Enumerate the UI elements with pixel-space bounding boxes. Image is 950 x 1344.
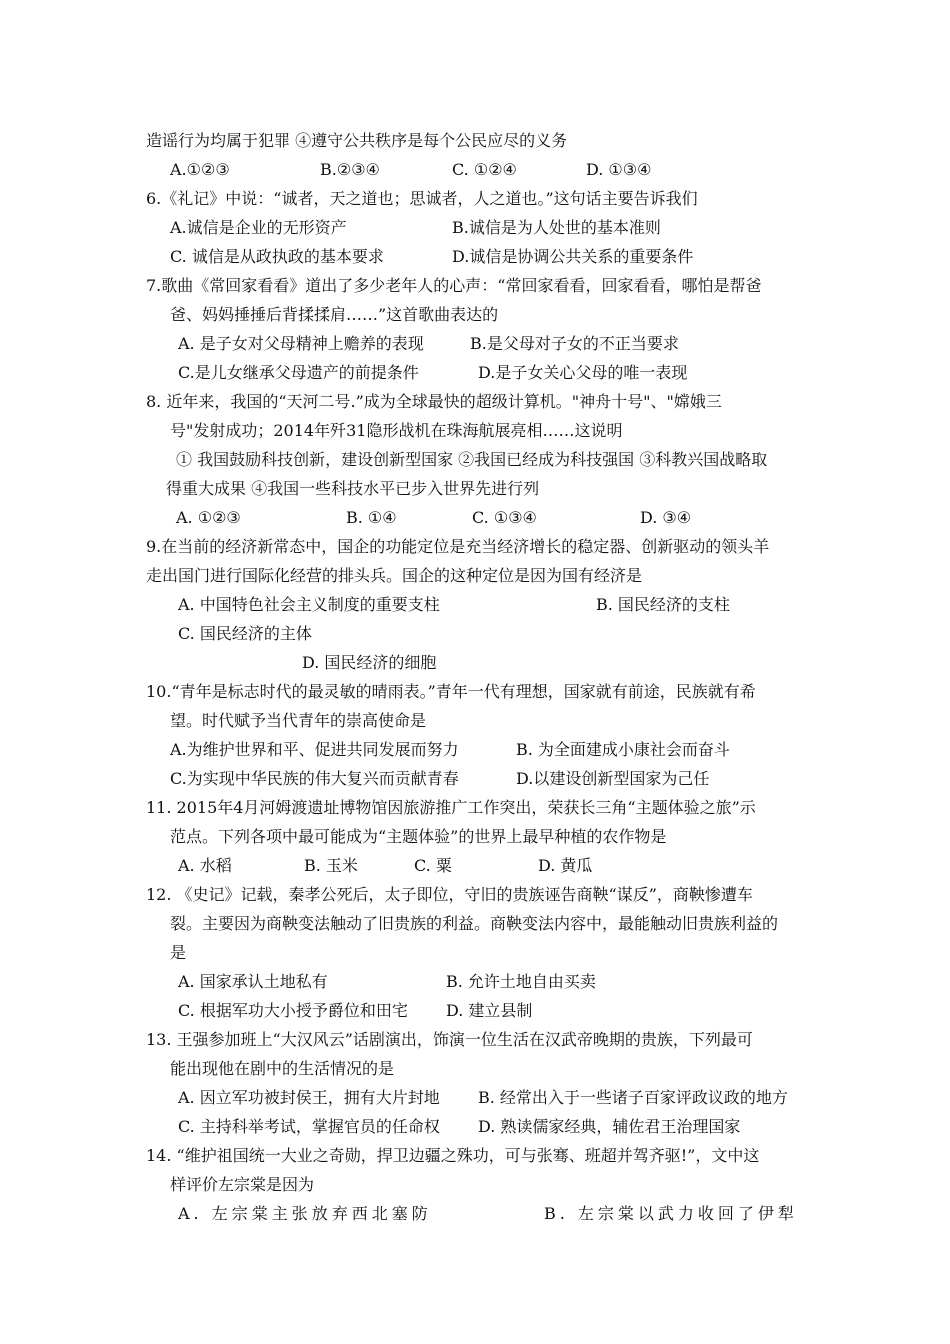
question-13-option-a: A. 因立军功被封侯王，拥有大片封地 [178, 1088, 440, 1107]
question-11-option-a: A. 水稻 [178, 856, 232, 875]
question-11-stem-line-1: 11. 2015年4月河姆渡遗址博物馆因旅游推广工作突出，荣获长三角“主题体验之旅”示 [146, 798, 756, 817]
question-13-option-d: D. 熟读儒家经典，辅佐君王治理国家 [478, 1117, 741, 1136]
question-7-option-d: D.是子女关心父母的唯一表现 [478, 363, 688, 382]
question-12-option-a: A. 国家承认土地私有 [178, 972, 328, 991]
question-11-option-d: D. 黄瓜 [538, 856, 593, 875]
question-8-stem-line-1: 8. 近年来，我国的“天河二号.”成为全球最快的超级计算机。"神舟十号"、"嫦娥三 [146, 392, 722, 411]
question-11-option-c: C. 粟 [414, 856, 452, 875]
question-6-option-c: C. 诚信是从政执政的基本要求 [170, 247, 384, 266]
question-5-option-d: D. ①③④ [586, 160, 652, 179]
question-10-option-b: B. 为全面建成小康社会而奋斗 [516, 740, 730, 759]
question-9-option-a: A. 中国特色社会主义制度的重要支柱 [178, 595, 440, 614]
question-8-statements-line-1: ① 我国鼓励科技创新，建设创新型国家 ②我国已经成为科技强国 ③科教兴国战略取 [176, 450, 768, 469]
question-14-option-b: B. 左宗棠以武力收回了伊犁 [544, 1204, 798, 1223]
question-12-stem-line-1: 12. 《史记》记载，秦孝公死后，太子即位，守旧的贵族诬告商鞅“谋反”，商鞅惨遭车 [146, 885, 753, 904]
question-9-option-d: D. 国民经济的细胞 [302, 653, 437, 672]
question-13-option-b: B. 经常出入于一些诸子百家评政议政的地方 [478, 1088, 788, 1107]
question-12-stem-line-2: 裂。主要因为商鞅变法触动了旧贵族的利益。商鞅变法内容中，最能触动旧贵族利益的 [170, 914, 779, 933]
question-10-option-d: D.以建设创新型国家为己任 [516, 769, 710, 788]
question-10-stem-line-2: 望。时代赋予当代青年的崇高使命是 [170, 711, 427, 730]
question-9-stem-line-1: 9.在当前的经济新常态中，国企的功能定位是充当经济增长的稳定器、创新驱动的领头羊 [146, 537, 770, 556]
question-7-stem-line-2: 爸、妈妈捶捶后背揉揉肩……”这首歌曲表达的 [170, 305, 499, 324]
question-5-option-a: A.①②③ [170, 160, 230, 179]
question-12-stem-line-3: 是 [170, 943, 187, 962]
question-13-stem-line-1: 13. 王强参加班上“大汉风云”话剧演出，饰演一位生活在汉武帝晚期的贵族，下列最可 [146, 1030, 753, 1049]
question-8-option-b: B. ①④ [346, 508, 397, 527]
question-13-stem-line-2: 能出现他在剧中的生活情况的是 [170, 1059, 395, 1078]
question-5-option-b: B.②③④ [320, 160, 380, 179]
question-11-stem-line-2: 范点。下列各项中最可能成为“主题体验”的世界上最早种植的农作物是 [170, 827, 667, 846]
question-6-option-a: A.诚信是企业的无形资产 [170, 218, 347, 237]
question-9-option-b: B. 国民经济的支柱 [596, 595, 730, 614]
question-9-option-c: C. 国民经济的主体 [178, 624, 312, 643]
question-8-option-a: A. ①②③ [176, 508, 241, 527]
question-8-option-d: D. ③④ [640, 508, 692, 527]
question-7-option-b: B.是父母对子女的不正当要求 [470, 334, 679, 353]
question-6-stem: 6.《礼记》中说：“诚者，天之道也；思诚者，人之道也。”这句话主要告诉我们 [146, 189, 698, 208]
question-7-stem-line-1: 7.歌曲《常回家看看》道出了多少老年人的心声：“常回家看看，回家看看，哪怕是帮爸 [146, 276, 762, 295]
question-7-option-c: C.是儿女继承父母遗产的前提条件 [178, 363, 419, 382]
question-10-option-a: A.为维护世界和平、促进共同发展而努力 [170, 740, 459, 759]
question-12-option-c: C. 根据军功大小授予爵位和田宅 [178, 1001, 408, 1020]
question-12-option-b: B. 允许土地自由买卖 [446, 972, 596, 991]
question-11-option-b: B. 玉米 [304, 856, 358, 875]
question-8-statements-line-2: 得重大成果 ④我国一些科技水平已步入世界先进行列 [166, 479, 540, 498]
question-8-stem-line-2: 号"发射成功；2014年歼31隐形战机在珠海航展亮相……这说明 [170, 421, 623, 440]
question-7-option-a: A. 是子女对父母精神上赡养的表现 [178, 334, 424, 353]
question-14-stem-line-1: 14. “维护祖国统一大业之奇勋，捍卫边疆之殊功，可与张骞、班超并驾齐驱!”，文中这 [146, 1146, 760, 1165]
question-13-option-c: C. 主持科举考试，掌握官员的任命权 [178, 1117, 440, 1136]
question-12-option-d: D. 建立县制 [446, 1001, 533, 1020]
question-9-stem-line-2: 走出国门进行国际化经营的排头兵。国企的这种定位是因为国有经济是 [146, 566, 643, 585]
question-14-option-a: A. 左宗棠主张放弃西北塞防 [178, 1204, 432, 1223]
question-5-option-c: C. ①②④ [452, 160, 517, 179]
question-5-continuation: 造谣行为均属于犯罪 ④遵守公共秩序是每个公民应尽的义务 [146, 131, 568, 150]
question-14-stem-line-2: 样评价左宗棠是因为 [170, 1175, 315, 1194]
question-6-option-d: D.诚信是协调公共关系的重要条件 [452, 247, 694, 266]
question-6-option-b: B.诚信是为人处世的基本准则 [452, 218, 661, 237]
question-10-option-c: C.为实现中华民族的伟大复兴而贡献青春 [170, 769, 459, 788]
question-8-option-c: C. ①③④ [472, 508, 537, 527]
question-10-stem-line-1: 10.“青年是标志时代的最灵敏的晴雨表。”青年一代有理想，国家就有前途，民族就有希 [146, 682, 756, 701]
